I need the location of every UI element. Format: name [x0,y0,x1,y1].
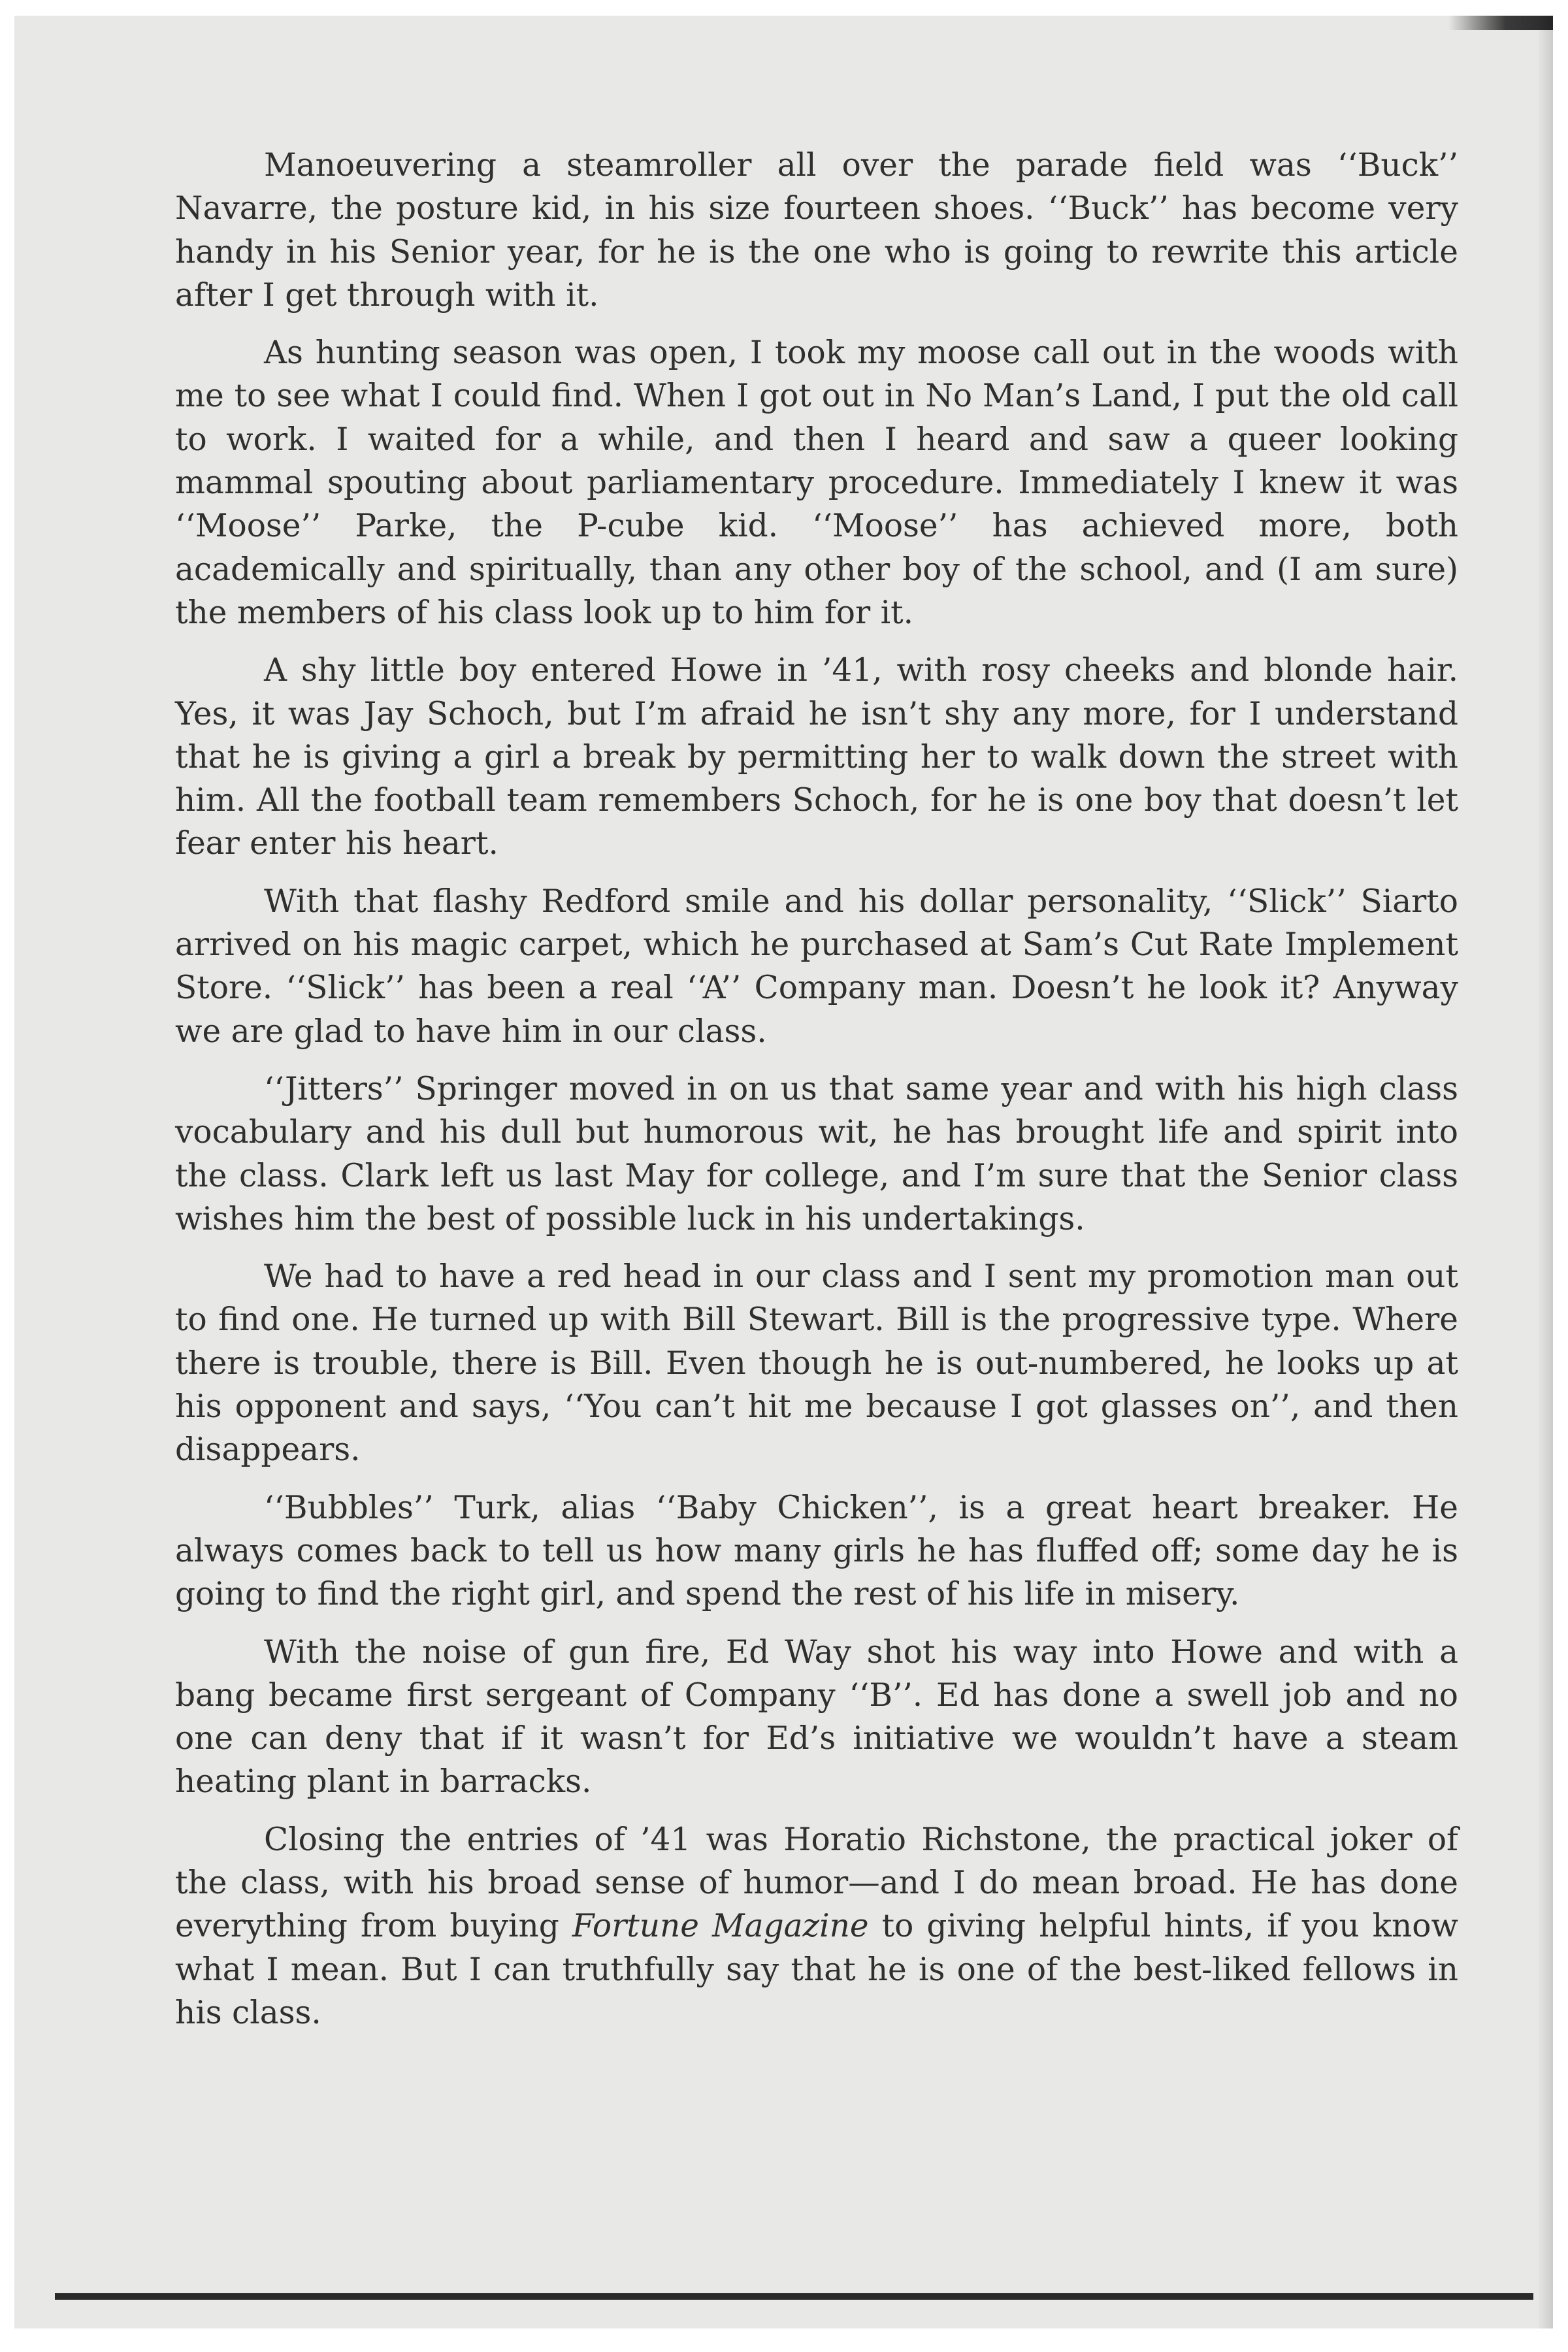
paragraph-moose-parke: As hunting season was open, I took my moose call out in the woods with me to see what I could find. When I got out in No Man’s Land, I put the old call to work. I waited for a while, and then I heard and saw a queer looking mammal spouting about parliamentary procedure. Immediately I knew it was ‘‘Moose’’ Parke, the P-cube kid. ‘‘Moose’’ has achieved more, both academically and spiritually, than any other boy of the school, and (I am sure) the members of his class look up to him for it. [175,335,1458,631]
article-body [175,144,1458,2049]
paragraph-horatio-richstone [175,1818,1458,2034]
paragraph-jay-schoch: A shy little boy entered Howe in ’41, with rosy cheeks and blonde hair. Yes, it was Jay Schoch, but I’m afraid he isn’t shy any more, for I understand that he is giving a girl a break by permitting her to walk down the street with him. All the football team remembers Schoch, for he is one boy that doesn’t let fear enter his heart. [175,652,1458,862]
bottom-rule [55,2293,1533,2300]
paragraph-slick-siarto: With that flashy Redford smile and his dollar personality, ‘‘Slick’’ Siarto arrived on his magic carpet, which he purchased at Sam’s Cut Rate Implement Store. ‘‘Slick’’ has been a real ‘‘A’’ Company man. Doesn’t he look it? Anyway we are glad to have him in our class. [175,883,1458,1050]
richstone-text-start: Closing the entries of ’41 was Horatio Richstone, the practical joker of the class, with his broad sense of humor—and I do mean broad. He has done everything from buying [175,1821,1458,1945]
scan-edge-mark [1448,16,1553,30]
paragraph-bill-stewart: We had to have a red head in our class and I sent my promotion man out to find one. He turned up with Bill Stewart. Bill is the progressive type. Where there is trouble, there is Bill. Even though he is out-numbered, he looks up at his opponent and says, ‘‘You can’t hit me because I got glasses on’’, and then disappears. [175,1258,1458,1469]
paragraph-buck-navarre: Manoeuvering a steamroller all over the parade field was ‘‘Buck’’ Navarre, the posture kid, in his size fourteen shoes. ‘‘Buck’’ has become very handy in his Senior year, for he is the one who is going to rewrite this article after I get through with it. [175,147,1458,314]
paragraph-bubbles-turk: ‘‘Bubbles’’ Turk, alias ‘‘Baby Chicken’’, is a great heart breaker. He always comes back to tell us how many girls he has fluffed off; some day he is going to find the right girl, and spend the rest of his life in misery. [175,1489,1458,1613]
paragraph-ed-way: With the noise of gun fire, Ed Way shot his way into Howe and with a bang became first sergeant of Company ‘‘B’’. Ed has done a swell job and no one can deny that if it wasn’t for Ed’s initiative we wouldn’t have a steam heating plant in barracks. [175,1633,1458,1801]
scanned-page [14,16,1553,2328]
richstone-text-end: to giving helpful hints, if you know what I mean. But I can truthfully say that he is one of the best-liked fellows in his class. [175,1908,1458,2031]
magazine-title: Fortune Magazine [572,1908,869,1945]
paragraph-jitters-springer: ‘‘Jitters’’ Springer moved in on us that same year and with his high class vocabulary and his dull but humorous wit, he has brought life and spirit into the class. Clark left us last May for college, and I’m sure that the Senior class wishes him the best of possible luck in his undertakings. [175,1070,1458,1237]
